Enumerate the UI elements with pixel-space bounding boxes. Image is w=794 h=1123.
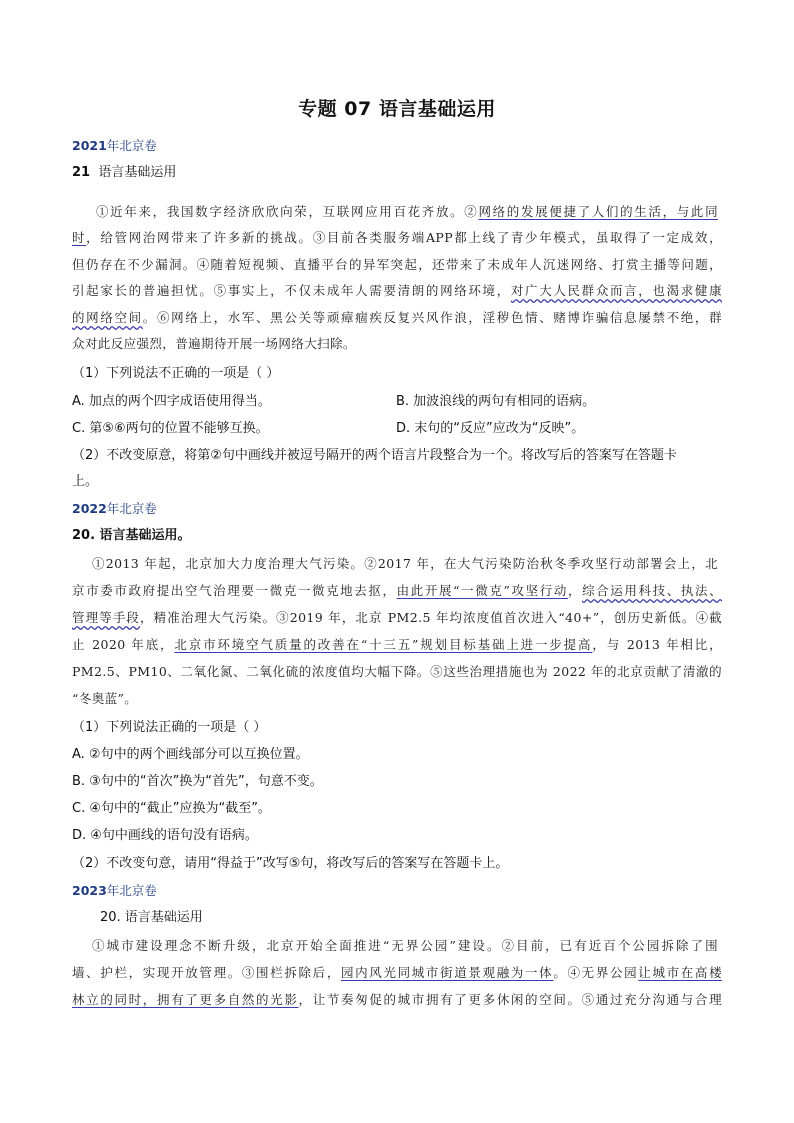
option-b-2022: B. ③句中的“首次”换为“首先”，句意不变。	[72, 774, 323, 789]
paragraph-line: 墙、护栏，实现开放管理。③围栏拆除后，园内风光同城市街道景观融为一体。④无界公园让城市在高楼	[72, 965, 722, 980]
question-1-2021: （1）下列说法不正确的一项是（ ）	[72, 366, 280, 381]
question-header-2021: 21 语言基础运用	[72, 165, 177, 180]
paragraph-line: 引起家长的普遍担忧。⑤事实上，不仅未成年人需要清朗的网络环境，对广大人民群众而言，也渴求健康	[72, 283, 722, 298]
paragraph-line: 京市委市政府提出空气治理要一微克一微克地去抠，由此开展“一微克”攻坚行动，综合运用科技、执法、	[72, 583, 722, 598]
paragraph-line: 众对此反应强烈，普遍期待开展一场网络大扫除。	[72, 336, 356, 351]
section-year-2023: 2023年北京卷	[72, 883, 157, 898]
question-header-2023: 20. 语言基础运用	[100, 910, 203, 925]
paragraph-line: PM2.5、PM10、二氧化氮、二氧化硫的浓度值均大幅下降。⑤这些治理措施也为 2022 年的北京贡献了清澈的	[72, 664, 722, 679]
question-2-2022: （2）不改变句意，请用“得益于”改写⑤句，将改写后的答案写在答题卡上。	[72, 856, 509, 871]
option-a-2022: A. ②句中的两个画线部分可以互换位置。	[72, 747, 309, 762]
paragraph-line: 止 2020 年底，北京市环境空气质量的改善在“十三五”规划目标基础上进一步提高，与 2013 年相比，	[72, 637, 722, 652]
option-c-2021: C. 第⑤⑥两句的位置不能够互换。	[72, 421, 269, 436]
option-d-2021: D. 末句的“反应”应改为“反映”。	[396, 421, 585, 436]
paragraph-line: ①近年来，我国数字经济欣欣向荣，互联网应用百花齐放。②网络的发展便捷了人们的生活，与此同	[96, 204, 718, 219]
question-2-2021-cont: 上。	[72, 474, 99, 489]
option-c-2022: C. ④句中的“截止”应换为“截至”。	[72, 801, 271, 816]
paragraph-line: ①城市建设理念不断升级，北京开始全面推进“无界公园”建设。②目前，已有近百个公园拆除了围	[92, 938, 718, 953]
paragraph-line: ①2013 年起，北京加大力度治理大气污染。②2017 年，在大气污染防治秋冬季攻坚行动部署会上，北	[92, 556, 718, 571]
page-title: 专题 07 语言基础运用	[298, 98, 496, 120]
question-2-2021: （2）不改变原意，将第②句中画线并被逗号隔开的两个语言片段整合为一个。将改写后的答案写在答题卡	[72, 448, 677, 463]
option-b-2021: B. 加波浪线的两句有相同的语病。	[396, 394, 596, 409]
paragraph-line: “冬奥蓝”。	[72, 691, 138, 706]
option-d-2022: D. ④句中画线的语句没有语病。	[72, 828, 258, 843]
paragraph-line: 林立的同时，拥有了更多自然的光影，让节奏匆促的城市拥有了更多休闲的空间。⑤通过充分沟通与合理	[72, 992, 722, 1007]
paragraph-line: 但仍存在不少漏洞。④随着短视频、直播平台的异军突起，还带来了未成年人沉迷网络、打赏主播等问题，	[72, 257, 722, 272]
section-year-2022: 2022年北京卷	[72, 501, 157, 516]
paragraph-line: 时，给管网治网带来了许多新的挑战。③目前各类服务端APP都上线了青少年模式，虽取得了一定成效，	[72, 230, 722, 245]
question-header-2022: 20. 语言基础运用。	[72, 528, 191, 543]
option-a-2021: A. 加点的两个四字成语使用得当。	[72, 394, 271, 409]
paragraph-line: 的网络空间。⑥网络上，水军、黑公关等顽瘴痼疾反复兴风作浪，淫秽色情、赌博诈骗信息屡禁不绝，群	[72, 310, 722, 325]
paragraph-line: 管理等手段，精准治理大气污染。③2019 年，北京 PM2.5 年均浓度值首次进入“40+”，创历史新低。④截	[72, 610, 722, 625]
question-1-2022: （1）下列说法正确的一项是（ ）	[72, 720, 267, 735]
section-year-2021: 2021年北京卷	[72, 138, 157, 153]
